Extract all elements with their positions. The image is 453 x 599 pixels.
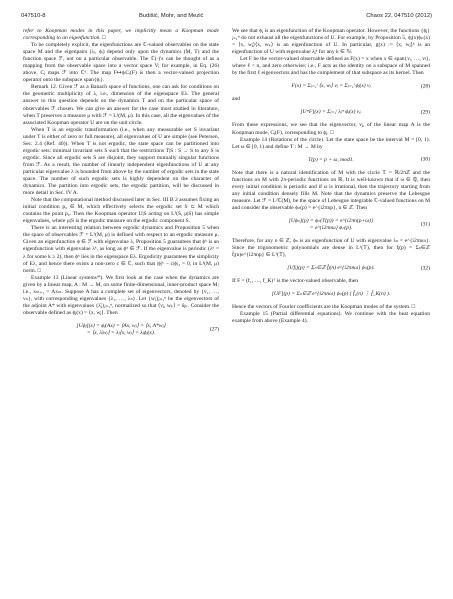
equation-number: (31) (420, 221, 430, 228)
paragraph: refer to Koopman modes in this paper, we implicitly mean a Koopman mode corresponding to an eigenfunction. □ (23, 28, 219, 42)
paragraph: Hence the vectors of Fourier coefficients are the Koopman modes of the system. □ (232, 304, 416, 311)
paragraph: From these expressions, we see that the eigenvector, vⱼ, of the linear map A is the Koopman mode, Cⱼ(F), corresponding to ϕⱼ. □ (232, 122, 430, 136)
equation-32 (232, 265, 430, 272)
equation-33 (232, 291, 430, 298)
page-id: 047510-8 (21, 13, 46, 19)
equation-number: (27) (209, 326, 219, 333)
left-column (23, 28, 219, 343)
right-column (232, 28, 430, 326)
equation-number: (29) (420, 109, 430, 116)
paragraph: Example 15 (Partial differential equations). We continue with the heat equation example from above (Example 4). (232, 311, 430, 325)
equation-body: T(p) = p + ω, mod1. (308, 156, 354, 163)
paragraph: Therefore, for any n ∈ ℤ, ϕₙ is an eigenfunction of U with eigenvalue λₙ = e^{i2πnω}. Since the trigonometric polynomials are dense in L¹(𝕋), then for fⱼ(p) = Σₙ∈ℤ f̂ⱼ(n)e^{i2πnp} ∈ L¹(𝕋), (232, 238, 430, 259)
paragraph: Let F be the vector-valued observable defined as F(x) = x when x ∈ span{vᵢ, …, vₗ}, where ℓ < n, and zero otherwise; i.e., F acts as the identity on a subspace of M spanned by the first ℓ eigenvectors and has the complement of that subspace as its kernel. Then (232, 56, 430, 77)
paragraph: Remark 12. Given ℱ as a Banach space of functions, one can ask for conditions on the geometric multiplicity of λ, i.e., dimension of the eigenspace Eλ. The general answer to this question depends on the dynamics T and on the particular space of observables ℱ chosen. We can give an answer for the case most studied in literature, when T preserves a measure μ with ℱ = L²(M, μ). In this case, all the eigenvalues of the associated Koopman operator U are on the unit circle. (23, 84, 219, 126)
equation-number: (28) (420, 83, 430, 90)
equation-number: (30) (420, 156, 430, 163)
paragraph: To be completely explicit, the eigenfunctions are ℂ-valued observables on the state space M and the eigenpairs (λᵢ, ϕᵢ) depend only upon the dynamics (M, T) and the function space ℱ, not on a particular observable. The ℂ(·)'s can be thought of as a mapping from the observable space into a vector space V; for example, in Eq. (26) above, Cⱼ maps ℱ into ℂᵈ. The map F↦ϕᵢCᵢ(F) is then a vector-valued projection operator onto the subspace span{ϕᵢ}. (23, 42, 219, 84)
paragraph: Example 13 (Linear systems⁴³). We first look at the case when the dynamics are given by a linear map, A : M → M, on some finite-dimensional, inner-product space M; i.e., xₘ₊₁ = Axₘ. Suppose A has a complete set of eigenvectors, denoted by {v₁, …, vₙ}, with corresponding eigenvalues {λ₁, …, λₙ}. Let {wⱼ}ⱼ₌₁ⁿ be the eigenvectors of the adjoint A* with eigenvalues {λ̄ⱼ}ⱼ₌₁ⁿ, normalized so that ⟨vⱼ, wₖ⟩ = δⱼₖ. Consider the observable defined as ϕⱼ(x) = ⟨x, wⱼ⟩. Then (23, 274, 219, 316)
paragraph: When T is an ergodic transformation (i.e., when any measurable set S invariant under T is either of zero or full measure), all eigenvalues of U are simple (see Petersen, Sec. 2.4 (Ref. 40)). When T is not ergodic, the state space can be partitioned into ergodic sets: minimal invariant sets S such that the restrictions T|S : S → S to any S is ergodic. Since all ergodic sets S are disjoint, they support mutually singular functions from ℱ. As a result, the number of linearly independent eigenfunctions of U at any particular eigenvalue λ is bounded from above by the number of ergodic sets in the state space. The number of such ergodic sets is highly dependent on the character of dynamics. The partition into ergodic sets, the ergodic partition, will be discussed in more detail in Sec. IV A. (23, 126, 219, 197)
equation-body: F(x) = Σⱼ₌₁ˡ ⟨x, wⱼ⟩ vⱼ = Σⱼ₌₁ˡ ϕⱼ(x) vⱼ (291, 83, 371, 90)
paragraph: There is an interesting relation between ergodic dynamics and Proposition 5 when the space of observables ℱ = L²(M, μ) is defined with respect to an ergodic measure μ. Given an eigenfunction ϕ ∈ ℱ with eigenvalue λ, Proposition 5 guarantees that ϕᵏ is an eigenfunction with eigenvalue λᵏ, as long as ϕᵏ ∈ ℱ. If the eigenvalue is periodic (λᵏ = λ for some k ≥ 2), then ϕᵏ lies in the eigenspace Eλ. Ergodicity guarantees the simplicity of Eλ, and hence there exists a non-zero c ∈ ℂ, such that |ϕ|ᵏ − c|ϕ|₂ = 0, in L²(M, μ) norm. □ (23, 225, 219, 274)
equation-30 (232, 157, 430, 164)
equation-29 (232, 109, 430, 116)
paragraph: Note that the computational method discussed later in Sec. III B 2 assumes fixing an initial condition p₀ ∈ M, which effectively selects the ergodic set S ⊂ M which contains the point p₀. Then the Koopman operator U|S acting on L²(S, μ|S) has simple eigenvalues, where μ|S is the ergodic measure on the ergodic component S. (23, 197, 219, 225)
equation-line: = e^{i2πnω} ϕₙ(p). (309, 225, 353, 232)
paragraph: If F = (f₁, …, f_K)ᵀ is the vector-valued observable, then (232, 278, 359, 285)
authors: Budišić, Mohr, and Mezić (139, 13, 204, 19)
equation-body: [UF](p) = Σₙ∈ℤ e^{i2πnω} ϕₙ(p) ( f̂₁(n) ⋮ f̂_K(n) ). (271, 291, 391, 298)
equation-body: [Ufⱼ](p) = Σₙ∈ℤ f̂ⱼ(n) e^{i2πnω} ϕₙ(p). (287, 265, 375, 272)
conjunction: and (232, 96, 241, 103)
equation-number: (32) (420, 265, 430, 272)
equation-27 (23, 323, 219, 337)
journal-ref: Chaos 22, 047510 (2012) (366, 13, 432, 19)
equation-body: [UᵐF](x) = Σⱼ₌₁ˡ λⱼᵐ ϕⱼ(x) vⱼ. (300, 109, 362, 116)
running-header (21, 13, 432, 22)
equation-28 (232, 83, 430, 90)
paragraph: We see that ϕⱼ is an eigenfunction of the Koopman operator. However, the functions {ϕⱼ}ⱼ₌₁ⁿ do not exhaust all the eigenfunctions of U. For example, by Proposition 5, ϕⱼ(x)ϕₖ(x) = ⟨x, wⱼ⟩⟨x, wₖ⟩ is an eigenfunction of U. In particular, g(x) := ⟨x, wⱼ⟩ᵏ is an eigenfunction of U with eigenvalue λⱼᵏ for any k ∈ ℕ. (232, 28, 430, 56)
equation-line: = ⟨x, λ̄ⱼwⱼ⟩ = λⱼ⟨x, wⱼ⟩ = λⱼϕⱼ(x). (86, 329, 156, 336)
paragraph: Note that there is a natural identification of M with the circle 𝕋 = ℝ/2πℤ and the functions on M with 2π-periodic functions on ℝ. It is well-known that if ω ∈ ℚ, then every initial condition is periodic and if ω is irrational, then the trajectory starting from any initial condition densely fills M. Note that the dynamics preserve the Lebesgue measure. Let ℱ = L²ℂ(M), be the space of Lebesgue integrable ℂ-valued functions on M and consider the observable ϕₙ(p) = e^{i2πnp}, n ∈ ℤ. Then (232, 169, 430, 211)
equation-line: [Uϕⱼ](x) = ϕⱼ(Ax) = ⟨Ax, wⱼ⟩ = ⟨x, A*wⱼ⟩ (76, 322, 166, 329)
paragraph: Example 14 (Rotations of the circle). Let the state space be the interval M = [0, 1). Let ω ∈ [0, 1) and define T : M → M by (232, 136, 430, 150)
equation-31 (232, 218, 430, 232)
equation-line: [Uϕₙ](p) = ϕₙ(T(p)) = e^{i2πn(p+ω)} (288, 217, 374, 224)
